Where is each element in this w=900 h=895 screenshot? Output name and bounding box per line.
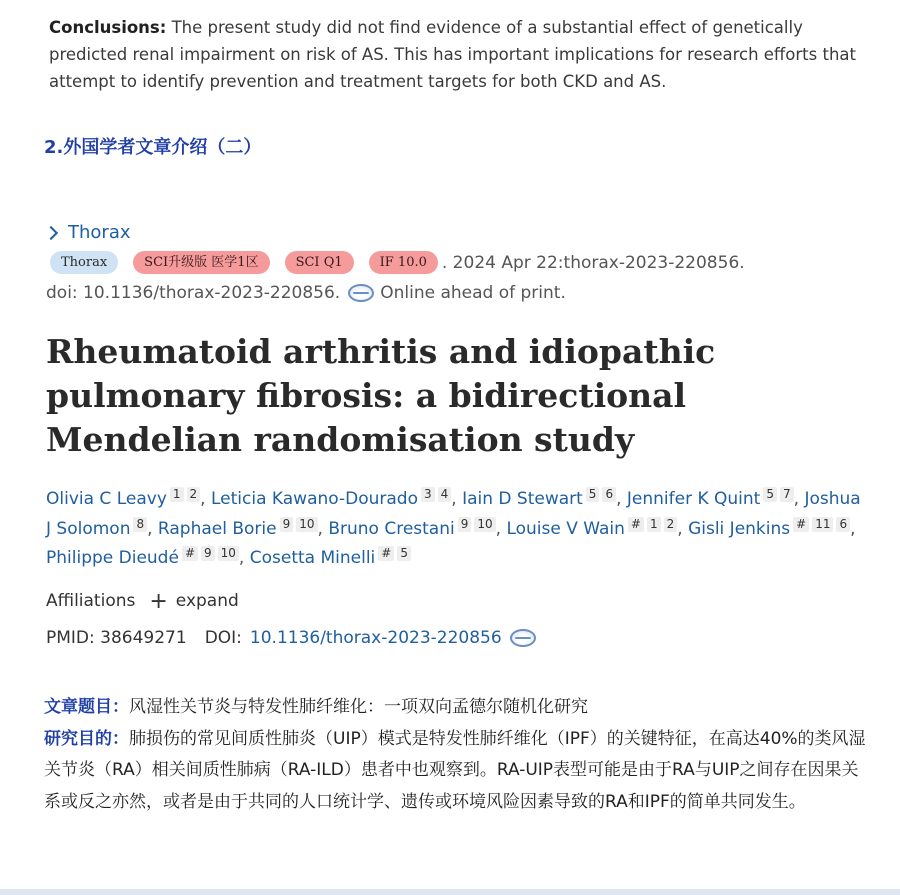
cn-title-text: 风湿性关节炎与特发性肺纤维化：一项双向孟德尔随机化研究 [129, 697, 588, 717]
author-name-link[interactable]: Raphael Borie [157, 518, 277, 539]
cn-title-label: 文章题目： [44, 697, 129, 717]
section-title: 2.外国学者文章介绍（二） [44, 137, 262, 158]
affiliation-ref[interactable]: 11 [812, 517, 833, 532]
cn-aim-label: 研究目的： [44, 728, 129, 749]
conclusion-paragraph [49, 14, 879, 95]
author-name-link[interactable]: Bruno Crestani [328, 518, 455, 539]
affiliation-ref[interactable]: 9 [458, 517, 472, 532]
citation-line [50, 251, 745, 274]
publisher-link-icon[interactable] [510, 629, 536, 647]
affiliation-ref[interactable]: # [378, 546, 394, 561]
expand-label: expand [175, 591, 239, 611]
author-entry [627, 489, 794, 509]
cn-aim-row [44, 724, 874, 819]
affiliation-ref[interactable]: # [628, 517, 644, 532]
sci-q-badge: SCI Q1 [285, 251, 354, 274]
citation-text: . 2024 Apr 22:thorax-2023-220856. [441, 252, 745, 273]
author-name-link[interactable]: Iain D Stewart [462, 489, 583, 509]
affiliation-ref[interactable]: 7 [780, 487, 794, 502]
chevron-right-icon [44, 225, 58, 239]
article-title: Rheumatoid arthritis and idiopathic pulmonary fibrosis: a bidirectional Mendelian randomisation study [46, 332, 716, 459]
doi-text: doi: 10.1136/thorax-2023-220856. [46, 283, 341, 303]
author-entry [688, 516, 850, 539]
affiliation-ref[interactable]: 1 [170, 487, 184, 502]
affiliation-ref[interactable]: 10 [474, 517, 495, 532]
conclusion-text: The present study did not find evidence of a substantial effect of genetically predicted renal impairment on risk of AS. This has important implications for research efforts that attempt to identify prevention and treatment targets for both CKD and AS. [49, 18, 857, 91]
affiliation-ref[interactable]: 1 [647, 517, 661, 532]
publisher-link-icon[interactable] [348, 284, 374, 302]
author-entry [250, 548, 411, 568]
journal-link[interactable] [46, 222, 131, 243]
affiliation-ref[interactable]: # [793, 517, 809, 532]
author-name-link[interactable]: Cosetta Minelli [249, 548, 376, 568]
author-name-link[interactable]: Joshua J Solomon [46, 489, 861, 539]
affiliation-ref[interactable]: 9 [280, 517, 294, 532]
author-entry [328, 516, 495, 539]
affiliation-ref[interactable]: 5 [397, 546, 411, 561]
author-entry [46, 548, 239, 568]
cn-title-row [44, 692, 874, 724]
author-name-link[interactable]: Olivia C Leavy [46, 489, 167, 509]
author-name-link[interactable]: Leticia Kawano-Dourado [210, 489, 418, 509]
author-list: Olivia C Leavy 1 2 , Leticia Kawano-Dourado 3 4 , Iain D Stewart 5 6 , Jennifer K Quint 5 7 , Joshua J Solomon 8 , Raphael Borie 9 10 , Bruno Crestani 9 10 , Louise V Wain # 1 2 , Gisli Jenkins # 11 6 , Philippe Dieudé # 9 10 , Cosetta Minelli # 5 [46, 487, 861, 568]
journal-badge: Thorax [50, 251, 118, 274]
cn-aim-text: 肺损伤的常见间质性肺炎（UIP）模式是特发性肺纤维化（IPF）的关键特征，在高达40%的类风湿关节炎（RA）相关间质性肺病（RA-ILD）患者中也观察到。RA-UIP表型可能是由于RA与UIP之间存在因果关系或反之亦然，或者是由于共同的人口统计学、遗传或环境风险因素导致的RA和IPF的简单共同发生。 [44, 728, 866, 812]
affiliation-ref[interactable]: 8 [133, 517, 147, 532]
journal-link-label: Thorax [68, 222, 131, 243]
author-entry [211, 489, 451, 509]
affiliation-ref[interactable]: 5 [586, 487, 600, 502]
bottom-scroll-bar [0, 889, 900, 895]
author-name-link[interactable]: Gisli Jenkins [688, 518, 791, 539]
publication-status: Online ahead of print. [380, 283, 566, 303]
affiliation-ref[interactable]: 6 [836, 517, 850, 532]
affiliation-ref[interactable]: # [182, 546, 198, 561]
pmid: PMID: 38649271 [46, 628, 187, 648]
conclusion-label: Conclusions: [49, 18, 167, 37]
affiliation-ref[interactable]: 6 [602, 487, 616, 502]
affiliation-ref[interactable]: 5 [763, 487, 777, 502]
author-entry [506, 516, 677, 539]
author-entry [157, 516, 318, 539]
sci-level-badge: SCI升级版 医学1区 [133, 251, 269, 274]
author-entry [462, 489, 616, 509]
doi-link[interactable]: 10.1136/thorax-2023-220856 [249, 628, 502, 648]
expand-affiliations-button[interactable] [149, 588, 239, 614]
affiliations-label: Affiliations [46, 591, 136, 611]
doi-label: DOI: [204, 628, 242, 648]
author-name-link[interactable]: Philippe Dieudé [46, 548, 179, 568]
affiliation-ref[interactable]: 10 [218, 546, 239, 561]
impact-factor-badge: IF 10.0 [369, 251, 438, 274]
affiliation-ref[interactable]: 2 [664, 517, 678, 532]
doi-line [46, 283, 566, 303]
author-name-link[interactable]: Jennifer K Quint [626, 489, 761, 509]
affiliation-ref[interactable]: 2 [187, 487, 201, 502]
author-name-link[interactable]: Louise V Wain [506, 518, 625, 539]
affiliation-ref[interactable]: 10 [296, 517, 317, 532]
affiliation-ref[interactable]: 9 [201, 546, 215, 561]
plus-icon: + [149, 588, 168, 614]
affiliation-ref[interactable]: 3 [421, 487, 435, 502]
affiliations-row [46, 588, 239, 614]
affiliation-ref[interactable]: 4 [438, 487, 452, 502]
chinese-summary [44, 692, 874, 818]
author-entry [46, 489, 200, 509]
identifiers-row [46, 628, 542, 648]
